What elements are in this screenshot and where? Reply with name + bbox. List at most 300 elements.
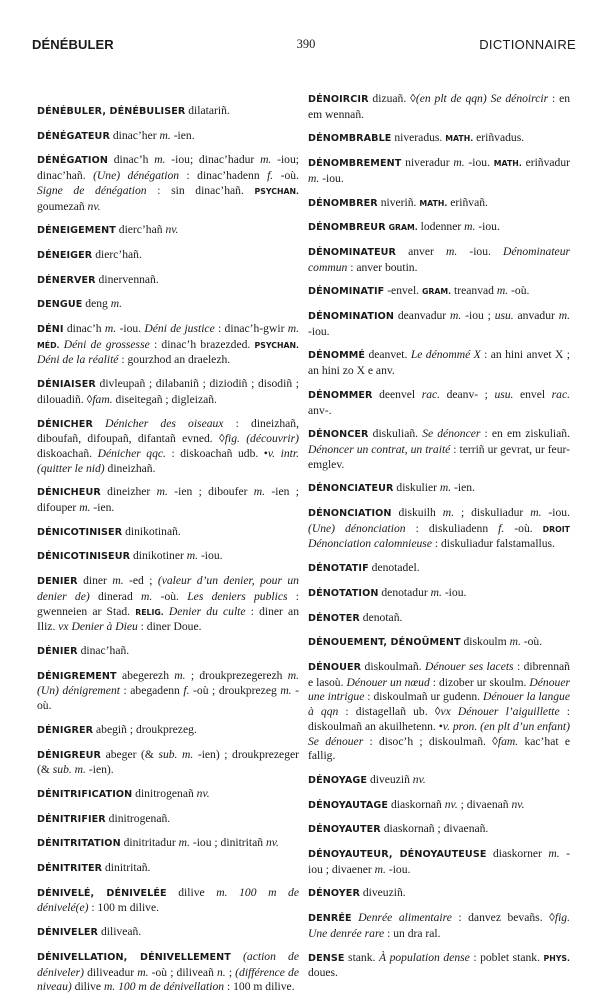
domain-label: MÉD.: [37, 340, 60, 350]
entry-denitritation: [37, 836, 299, 852]
headword: DÉNOYAGE: [308, 774, 368, 786]
headword: DÉNIVELER: [37, 927, 99, 939]
definition-text: -iou; dinac’hadur: [165, 153, 261, 167]
headword: DÉNITRITER: [37, 863, 103, 875]
entry-deneiger: [37, 248, 299, 264]
headword: DÉNOYAUTER: [308, 824, 381, 836]
definition-text: : dineizhañ, diboufañ, difoupañ, difantañ evned. ◊: [37, 416, 299, 446]
definition-text: [93, 417, 105, 430]
definition-text: : un dra ral.: [384, 926, 441, 940]
italic-text: m.: [174, 668, 186, 682]
definition-text: stank.: [344, 950, 379, 964]
italic-text: m.: [287, 668, 300, 682]
entry-denotatif: [308, 561, 570, 577]
entry-denivele: [37, 886, 299, 916]
definition-text: -iou.: [319, 171, 344, 185]
italic-text: m.: [442, 506, 455, 520]
entry-denombrable: [308, 131, 570, 147]
definition-text: dierc’hañ: [115, 223, 166, 237]
italic-text: (valeur d’un denier, pour un denier de): [37, 574, 299, 603]
entry-denoircir: [308, 92, 570, 122]
definition-text: denotadur: [378, 585, 431, 599]
definition-text: anv-.: [308, 403, 332, 417]
headword: DÉNOMINATEUR: [308, 246, 397, 258]
definition-text: : distagellañ ub. ◊: [338, 705, 441, 719]
italic-text: m. 100 m de dénivelé(e): [37, 885, 299, 915]
definition-text: dinikotinañ.: [122, 524, 181, 538]
definition-text: dinikotiner: [130, 549, 187, 563]
entry-denoter: [308, 611, 570, 627]
domain-label: GRAM.: [421, 287, 452, 297]
italic-text: vx Dénouer l’aiguillette: [440, 705, 560, 719]
headword: DÉNÉGATEUR: [37, 130, 110, 142]
italic-text: fam.: [497, 734, 519, 748]
headword: DÉNOMBREMENT: [308, 158, 402, 170]
definition-text: diveuziñ.: [359, 886, 406, 900]
definition-text: : dizober ur skoulm.: [429, 675, 530, 689]
italic-text: m.: [445, 244, 458, 258]
entry-denonciation: [308, 506, 570, 552]
definition-text: : danvez bevañs. ◊: [451, 911, 555, 925]
italic-text: v. intr.(quitter le nid): [37, 446, 299, 475]
definition-text: ;: [225, 965, 236, 979]
entry-denerver: [37, 273, 299, 289]
definition-text: deanvadur: [394, 309, 450, 323]
domain-label: MATH.: [445, 134, 474, 144]
italic-text: Se dénoncer: [422, 427, 481, 441]
entry-denouer: [308, 660, 570, 764]
left-column: [37, 104, 299, 1004]
italic-text: m.: [453, 156, 465, 170]
entry-dengue: [37, 297, 299, 313]
definition-text: -iou.: [441, 585, 467, 599]
definition-text: denotadel.: [368, 561, 420, 575]
entry-denivellation: [37, 950, 299, 995]
definition-text: dinitritañ.: [102, 861, 151, 875]
definition-text: -iou ; divaener: [308, 847, 570, 876]
headword: DÉNONCER: [308, 429, 369, 441]
definition-text: -où.: [520, 635, 543, 649]
entry-denomme: [308, 348, 570, 378]
entry-denree: [308, 911, 570, 941]
definition-text: dilive: [71, 980, 104, 994]
headword: DÉNONCIATEUR: [308, 483, 394, 495]
definition-text: : diner an Iliz.: [37, 604, 299, 634]
entry-dense: [308, 951, 570, 981]
entry-denombreur: [308, 220, 570, 236]
italic-text: (action de déniveler): [37, 949, 299, 979]
definition-text: kac’hat e fallig.: [308, 734, 570, 763]
definition-text: deanv- ;: [440, 387, 495, 401]
definition-text: abeger (&: [101, 747, 159, 761]
definition-text: anvadur: [513, 309, 559, 323]
italic-text: v. pron. (en plt d’un enfant) Se dénouer: [308, 719, 570, 748]
entry-deneigement: [37, 223, 299, 239]
definition-text: : dinac’hadenn: [179, 169, 268, 183]
definition-text: dineizhañ.: [104, 461, 156, 475]
definition-text: -ien) ; droukprezeger (&: [37, 747, 299, 777]
domain-label: RELIG.: [135, 607, 164, 617]
entry-denebuler: [37, 104, 299, 120]
italic-text: Denier du culte: [168, 604, 246, 618]
italic-text: Dénouer un nœud: [346, 675, 430, 689]
italic-text: usu.: [494, 387, 514, 401]
italic-text: m.: [253, 485, 266, 499]
italic-text: Déni de la réalité: [37, 353, 119, 367]
italic-text: nv.: [412, 772, 426, 786]
definition-text: divleupañ ; dilabaniñ ; diziodiñ ; disodiñ ; dilouadiñ. ◊: [37, 377, 299, 406]
definition-text: -où.: [37, 684, 299, 713]
italic-text: Dénouer une intrigue: [308, 675, 570, 704]
entry-denombrer: [308, 196, 570, 212]
headword: DÉNOUEMENT, DÉNOÛMENT: [308, 637, 461, 649]
definition-text: dinac’her: [109, 128, 160, 142]
definition-text: niveradur: [401, 156, 454, 170]
headword: DÉNÉGATION: [37, 155, 108, 167]
definition-text: deenvel: [372, 387, 422, 401]
headword: DÉNIGREMENT: [37, 670, 117, 682]
headword: DÉNÉBULER, DÉNÉBULISER: [37, 106, 186, 117]
definition-text: -où.: [273, 169, 299, 183]
definition-text: envel: [513, 387, 552, 401]
definition-text: dineizher: [100, 485, 157, 499]
italic-text: m.: [308, 171, 320, 185]
definition-text: -iou.: [475, 220, 500, 234]
italic-text: m.: [79, 501, 91, 515]
definition-text: -ien).: [85, 763, 114, 777]
headword: DENGUE: [37, 299, 83, 311]
definition-text: -envel.: [384, 284, 422, 298]
definition-text: : terriñ ur gevrat, ur feur-emglev.: [308, 442, 570, 471]
italic-text: Le dénommé X: [410, 348, 481, 362]
italic-text: m.: [509, 635, 521, 649]
definition-text: -ien ; difouper: [37, 485, 299, 515]
italic-text: m.: [112, 574, 124, 588]
domain-label: MATH.: [493, 159, 522, 169]
entry-denotation: [308, 586, 570, 602]
definition-text: : diner Doue.: [137, 620, 202, 634]
italic-text: (différence de niveau): [37, 965, 299, 994]
definition-text: eriñvañ.: [447, 195, 488, 209]
headword: DÉNI: [37, 324, 64, 336]
entry-denommer: [308, 388, 570, 418]
headword: DÉNONCIATION: [308, 508, 392, 520]
italic-text: Signe de dénégation: [37, 183, 147, 197]
definition-text: goumezañ: [37, 199, 88, 213]
italic-text: À population dense: [378, 950, 470, 964]
italic-text: m.: [464, 220, 476, 234]
italic-text: nv.: [511, 797, 525, 811]
definition-text: : dinac’h-gwir: [214, 322, 288, 336]
headword: DÉNOMMÉ: [308, 350, 366, 362]
italic-text: (Un) dénigrement: [37, 684, 120, 698]
headword: DÉNIVELÉ, DÉNIVELÉE: [37, 887, 167, 899]
definition-text: -où.: [504, 521, 543, 535]
definition-text: deanvet.: [365, 348, 411, 362]
italic-text: m.: [374, 862, 386, 876]
entry-denegateur: [37, 129, 299, 145]
definition-text: : anver boutin.: [347, 260, 418, 274]
headword: DÉNEIGER: [37, 249, 93, 261]
definition-text: treanvad: [451, 284, 497, 298]
italic-text: m.: [178, 836, 190, 850]
headword: DÉNITRIFICATION: [37, 788, 133, 800]
definition-text: [231, 950, 243, 963]
italic-text: sub. m.: [158, 747, 194, 761]
definition-text: -où ; diliveañ: [148, 965, 217, 979]
definition-text: dinitrogenañ: [132, 786, 197, 800]
italic-text: sub. m.: [52, 763, 86, 777]
italic-text: Dénouer la langue à qqn: [308, 690, 570, 719]
headword: DÉNIVELLATION, DÉNIVELLEMENT: [37, 951, 231, 963]
italic-text: m.: [186, 549, 199, 563]
headword: DÉNOMMER: [308, 389, 373, 401]
definition-text: -ien.: [90, 501, 115, 515]
domain-label: DROIT: [542, 524, 570, 534]
definition-text: -iou.: [308, 324, 330, 338]
definition-text: : sin dinac’hañ.: [146, 183, 255, 197]
entry-denombrement: [308, 156, 570, 186]
italic-text: fam.: [92, 392, 113, 406]
italic-text: m.: [450, 309, 462, 323]
definition-text: ; diskuliadur: [454, 506, 531, 520]
definition-text: dizuañ. ◊: [368, 92, 416, 105]
headword: DÉNICOTINISEUR: [37, 551, 131, 563]
italic-text: m.: [260, 153, 272, 167]
definition-text: : diskoulmañ an akuilhetenn. •: [308, 705, 571, 733]
italic-text: m.: [287, 322, 300, 336]
italic-text: Les deniers publics: [187, 589, 288, 603]
definition-text: diaskornañ ; divaenañ.: [380, 822, 489, 836]
italic-text: Déni de grossesse: [63, 337, 150, 351]
italic-text: m.: [430, 585, 442, 599]
entry-deniaiser: [37, 377, 299, 407]
headword: DÉNITRIFIER: [37, 813, 106, 825]
italic-text: m.: [159, 128, 171, 142]
domain-label: MATH.: [419, 198, 448, 208]
entry-denicotiniseur: [37, 549, 299, 565]
italic-text: f.: [183, 684, 190, 698]
headword: DÉNIER: [37, 645, 78, 657]
italic-text: m.: [496, 284, 509, 298]
domain-label: PSYCHAN.: [254, 186, 300, 196]
definition-text: deng: [82, 297, 111, 311]
definition-text: diaskornañ: [388, 797, 445, 811]
definition-text: diveuziñ: [367, 772, 413, 786]
headword: DÉNOUER: [308, 661, 362, 673]
headword: DÉNOTATION: [308, 587, 379, 599]
headword: DÉNOYAUTEUR, DÉNOYAUTEUSE: [308, 849, 487, 861]
definition-text: dilive: [166, 885, 217, 899]
definition-text: : dibrennañ e lasoù.: [308, 659, 570, 689]
italic-text: nv.: [87, 199, 101, 213]
headword: DENSE: [308, 952, 345, 964]
definition-text: : disoc’h ; diskoulmañ. ◊: [363, 734, 498, 748]
definition-text: diskuliañ.: [368, 427, 423, 441]
italic-text: m.: [548, 847, 560, 861]
headword: DÉNOYER: [308, 888, 360, 900]
definition-text: : en em wennañ.: [308, 92, 571, 121]
italic-text: Dénoncer un contrat, un traité: [308, 442, 451, 456]
italic-text: fig. Une denrée rare: [308, 911, 570, 940]
definition-text: ; droukprezegerezh: [185, 668, 288, 682]
italic-text: m.: [104, 322, 117, 336]
definition-text: : diskuliadenn: [405, 521, 499, 535]
headword: DÉNOTATIF: [308, 563, 369, 575]
headword: DÉNERVER: [37, 274, 96, 286]
definition-text: niveradus.: [391, 131, 446, 145]
definition-text: -où.: [152, 589, 188, 603]
definition-text: dinitritadur: [120, 836, 179, 850]
entry-denegation: [37, 153, 299, 214]
entry-denomination: [308, 309, 570, 339]
headword: DÉNOMBRER: [308, 197, 378, 209]
italic-text: Dénouer ses lacets: [424, 659, 514, 673]
definition-text: -où ; droukprezeg: [189, 684, 281, 698]
definition-text: dinitrogenañ.: [105, 811, 171, 825]
entry-denicher: [37, 417, 299, 477]
italic-text: m.: [558, 309, 570, 323]
definition-text: diner: [77, 574, 113, 588]
definition-text: ; divaenañ: [457, 797, 512, 811]
italic-text: m.: [110, 297, 122, 311]
headword: DÉNIAISER: [37, 379, 96, 391]
definition-text: -iou.: [457, 244, 504, 258]
definition-text: -iou; dinac’hañ.: [37, 153, 299, 183]
headword: DENRÉE: [308, 913, 352, 925]
italic-text: vx Denier à Dieu: [58, 620, 138, 634]
definition-text: -iou ;: [461, 309, 495, 323]
definition-text: -iou.: [116, 322, 145, 336]
italic-text: m.: [439, 481, 452, 495]
entry-denicotiniser: [37, 525, 299, 541]
italic-text: (Une) dénonciation: [308, 521, 406, 535]
italic-text: nv.: [444, 797, 458, 811]
definition-text: dierc’hañ.: [92, 247, 142, 261]
italic-text: m.: [141, 589, 153, 603]
definition-text: lodenner: [417, 220, 465, 234]
domain-label: GRAM.: [388, 223, 418, 233]
definition-text: -iou.: [464, 156, 494, 170]
domain-label: PSYCHAN.: [254, 340, 299, 350]
headword: DÉNOMBRABLE: [308, 133, 392, 145]
entry-denominatif: [308, 284, 570, 300]
definition-text: : diskoachañ udb. •: [165, 446, 268, 460]
entry-denigrer: [37, 723, 299, 739]
definition-text: : 100 m dilive.: [88, 901, 160, 915]
definition-text: dinac’h: [107, 153, 155, 167]
italic-text: m. 100 m de dénivellation: [103, 980, 225, 994]
definition-text: abegerezh: [116, 668, 175, 682]
definition-text: : an hini anvet X ; an hini zo X e anv.: [308, 348, 571, 378]
entry-denier: [37, 574, 299, 635]
italic-text: n.: [217, 965, 226, 979]
italic-text: Dénominateur commun: [308, 244, 571, 274]
entry-denonciateur: [308, 481, 570, 497]
italic-text: m.: [154, 153, 166, 167]
definition-text: eriñvadur: [521, 156, 570, 170]
italic-text: f.: [498, 521, 505, 535]
definition-text: -ien.: [451, 481, 475, 495]
headword: DÉNOTER: [308, 612, 360, 624]
headword: DÉNOIRCIR: [308, 94, 369, 105]
italic-text: Dénicher des oiseaux: [105, 416, 224, 430]
headword: DÉNOMBREUR: [308, 222, 386, 234]
definition-text: : abegadenn: [119, 684, 184, 698]
headword: DÉNICOTINISER: [37, 526, 123, 538]
italic-text: m.: [156, 485, 168, 499]
definition-text: diliveañ.: [98, 925, 142, 939]
definition-text: : dinac’h brazezded.: [149, 337, 255, 351]
italic-text: Denrée alimentaire: [358, 911, 452, 925]
italic-text: f.: [267, 169, 274, 183]
italic-text: nv.: [265, 836, 279, 850]
headword: DÉNIGRER: [37, 724, 94, 736]
italic-text: fig. (découvrir): [224, 432, 299, 446]
definition-text: niveriñ.: [377, 195, 420, 209]
entry-denoncer: [308, 427, 570, 472]
headword: DÉNOMINATIF: [308, 286, 385, 298]
definition-text: diskoulmañ.: [361, 659, 425, 673]
definition-text: diaskorner: [486, 847, 549, 861]
headword: DÉNEIGEMENT: [37, 225, 116, 237]
definition-text: eriñvadus.: [473, 131, 525, 145]
definition-text: diskoulm: [460, 635, 510, 649]
definition-text: dinac’hañ.: [77, 643, 130, 657]
definition-text: : poblet stank.: [469, 950, 544, 964]
headword: DÉNOMINATION: [308, 311, 395, 323]
entry-deni: [37, 322, 299, 368]
entry-denitrification: [37, 787, 299, 803]
definition-text: diseitegañ ; digleizañ.: [112, 392, 217, 406]
right-column: [308, 92, 570, 990]
italic-text: m.: [530, 506, 542, 520]
entry-denigreur: [37, 748, 299, 778]
running-head-right: DICTIONNAIRE: [479, 37, 576, 52]
definition-text: diskuilh: [391, 506, 443, 520]
headword: DÉNICHEUR: [37, 487, 101, 499]
definition-text: : 100 m dilive.: [224, 980, 295, 994]
definition-text: dilatariñ.: [185, 104, 230, 117]
headword: DÉNICHER: [37, 418, 93, 430]
definition-text: : diskoulmañ ur gudenn.: [364, 690, 483, 704]
italic-text: (en plt de qqn) Se dénoircir: [415, 92, 549, 105]
italic-text: nv.: [196, 786, 210, 800]
definition-text: diskulier: [393, 481, 440, 495]
italic-text: Dénicher qqc.: [97, 446, 166, 460]
definition-text: abegiñ ; droukprezeg.: [93, 722, 197, 736]
headword: DÉNITRITATION: [37, 838, 121, 850]
page-number: 390: [296, 37, 316, 51]
italic-text: Dénonciation calomnieuse: [308, 537, 432, 551]
definition-text: diskoachañ.: [37, 446, 98, 460]
entry-denigrement: [37, 669, 299, 714]
definition-text: : gourzhod an draelezh.: [118, 353, 231, 367]
definition-text: -ien ; diboufer: [167, 485, 254, 499]
entry-denitrifier: [37, 812, 299, 828]
running-head-left: DÉNÉBULER: [32, 37, 114, 52]
definition-text: -iou.: [541, 506, 570, 520]
entry-denier2: [37, 644, 299, 660]
entry-denicheur: [37, 485, 299, 515]
entry-denitriter: [37, 861, 299, 877]
definition-text: : gwenneien ar Stad.: [37, 589, 299, 618]
definition-text: -iou ; dinitritañ: [189, 836, 266, 850]
definition-text: dinac’h: [63, 322, 105, 336]
italic-text: nv.: [165, 223, 179, 237]
definition-text: -ed ;: [123, 574, 158, 588]
definition-text: -où.: [508, 284, 530, 298]
